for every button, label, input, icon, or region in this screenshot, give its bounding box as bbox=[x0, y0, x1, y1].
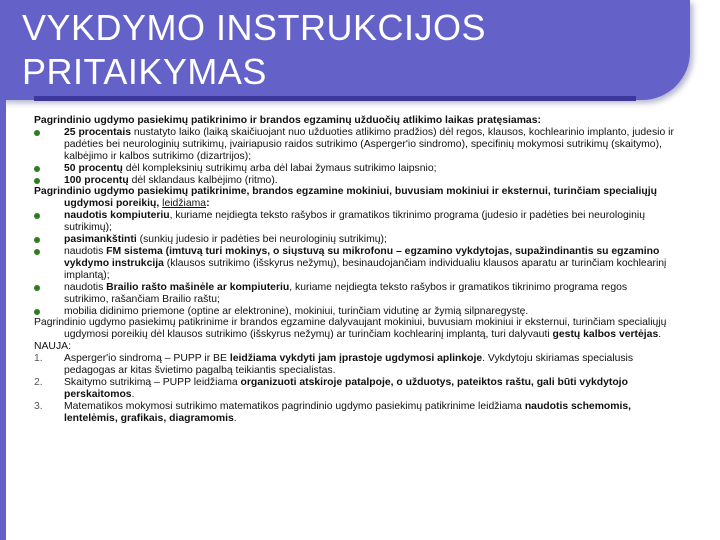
item-text-end: . bbox=[233, 412, 237, 424]
aids-intro-colon: : bbox=[206, 198, 210, 210]
item-text: , kuriame neįdiegta teksto rašybos ir gramatikos tikrinimo programa regos sutrikimo, rašančiam Brailio raštu; bbox=[64, 281, 628, 305]
item-text: Skaitymo sutrikimą – PUPP leidžiama bbox=[64, 376, 241, 388]
list-item bbox=[34, 306, 674, 318]
bullet-icon bbox=[34, 213, 40, 219]
list-item bbox=[34, 127, 674, 163]
title-banner bbox=[0, 0, 690, 100]
bullet-icon bbox=[34, 309, 40, 315]
numbered-item bbox=[34, 353, 674, 377]
bullet-icon bbox=[34, 178, 40, 184]
item-text: Asperger'io sindromą – PUPP ir BE bbox=[64, 353, 230, 365]
intro-paragraph bbox=[34, 115, 674, 127]
item-text: dėl kompleksinių sutrikimų arba dėl labai žymaus sutrikimo laipsnio; bbox=[122, 162, 437, 174]
item-bold: pasimankštinti bbox=[64, 234, 137, 246]
bullet-icon bbox=[34, 249, 40, 255]
list-item bbox=[34, 163, 674, 175]
interpreter-paragraph bbox=[34, 317, 674, 341]
numbered-item bbox=[34, 377, 674, 401]
item-bold: FM sistema (imtuvą turi mokinys, o siųstuvą su mikrofonu – egzamino vykdytojas, supažindinantis su egzamino vykdymo instrukcija bbox=[64, 245, 660, 269]
item-text: mobilia didinimo priemone (optine ar elektronine), mokiniui, turinčiam vidutinę ar žymią silpnaregystę. bbox=[64, 305, 529, 317]
list-item bbox=[34, 175, 674, 187]
aids-intro-paragraph bbox=[34, 186, 674, 210]
bullet-icon bbox=[34, 237, 40, 243]
item-text-end: . Vykdytoju skiriamas specialusis pedagogas ar kitas švietimo pagalbą teikiantis specialistas. bbox=[64, 353, 634, 377]
title-underline bbox=[34, 96, 636, 101]
item-number: 2. bbox=[34, 376, 43, 388]
bullet-icon bbox=[34, 166, 40, 172]
item-bold: naudotis kompiuteriu bbox=[64, 210, 170, 222]
item-text: dėl sklandaus kalbėjimo (ritmo). bbox=[128, 174, 278, 186]
list-item bbox=[34, 210, 674, 234]
list-item bbox=[34, 246, 674, 282]
aids-intro-text: Pagrindinio ugdymo pasiekimų patikrinime, brandos egzamine mokiniui, buvusiam mokiniui ir eksternui, turinčiam specialiųjų ugdymosi poreikių, bbox=[34, 186, 657, 210]
list-item bbox=[34, 234, 674, 246]
item-bold: organizuoti atskiroje patalpoje, o užduotys, pateiktos raštu, gali būti vykdytojo perskaitomos bbox=[64, 376, 628, 400]
new-label: NAUJA: bbox=[34, 341, 71, 353]
item-number: 1. bbox=[34, 353, 43, 365]
list-item bbox=[34, 282, 674, 306]
item-text: Matematikos mokymosi sutrikimo matematikos pagrindinio ugdymo pasiekimų patikrinime leidžiama bbox=[64, 400, 525, 412]
interpreter-text: Pagrindinio ugdymo pasiekimų patikrinime ir brandos egzamine dalyvaujant mokiniui, buvusiam mokiniui ir eksternui, turinčiam specialiųjų ugdymosi poreikių dėl klausos sutrikimo (išskyrus nežymų) ar turinčiam kochlearinį implantą, turi dalyvauti bbox=[34, 317, 667, 341]
title-line-2: PRITAIKYMAS bbox=[22, 51, 267, 92]
item-bold: 50 procentų bbox=[64, 162, 123, 174]
item-bold: 100 procentų bbox=[64, 174, 129, 186]
item-bold: naudotis schemomis, lentelėmis, grafikais, diagramomis bbox=[64, 400, 632, 424]
aids-intro-allowed: leidžiama bbox=[162, 198, 207, 210]
item-bold: Brailio rašto mašinėle ar kompiuteriu bbox=[106, 281, 290, 293]
intro-text: Pagrindinio ugdymo pasiekimų patikrinimo ir brandos egzaminų užduočių atlikimo laikas pratęsiamas: bbox=[34, 115, 541, 126]
item-text: nustatyto laiko (laiką skaičiuojant nuo užduoties atlikimo pradžios) dėl regos, klausos, kochlearinio implanto, judesio ir padėties bei neurologinių sutrikimų, įvairiapusio raidos sutrikimo (Asperger'io sindromo), specifinių mokymosi sutrikimų (skaitymo), kalbėjimo ir kalbos sutrikimo (dizartrijos); bbox=[64, 126, 674, 162]
title-line-1: VYKDYMO INSTRUKCIJOS bbox=[22, 7, 487, 48]
left-accent-bar bbox=[0, 100, 6, 540]
bullet-icon bbox=[34, 285, 40, 291]
item-bold: leidžiama vykdyti jam įprastoje ugdymosi aplinkoje bbox=[229, 353, 483, 365]
interpreter-bold: gestų kalbos vertėjas bbox=[552, 329, 659, 341]
bullet-icon bbox=[34, 130, 40, 136]
item-text-end: . bbox=[131, 388, 135, 400]
item-text: (klausos sutrikimo (išskyrus nežymų), besinaudojančiam individualiu klausos aparatu ar turinčiam kochlearinį implantą); bbox=[64, 257, 667, 281]
item-text: , kuriame neįdiegta teksto rašybos ir gramatikos tikrinimo programa (judesio ir padėties bei neurologinių sutrikimų); bbox=[64, 210, 645, 234]
item-text: (sunkių judesio ir padėties bei neurologinių sutrikimų); bbox=[136, 234, 387, 246]
slide-title bbox=[22, 6, 486, 94]
item-bold: 25 procentais bbox=[64, 126, 131, 138]
interpreter-end: . bbox=[658, 329, 662, 341]
numbered-item bbox=[34, 401, 674, 425]
item-pre: naudotis bbox=[64, 245, 107, 257]
item-pre: naudotis bbox=[64, 281, 107, 293]
item-number: 3. bbox=[34, 400, 43, 412]
slide-body bbox=[34, 115, 674, 425]
